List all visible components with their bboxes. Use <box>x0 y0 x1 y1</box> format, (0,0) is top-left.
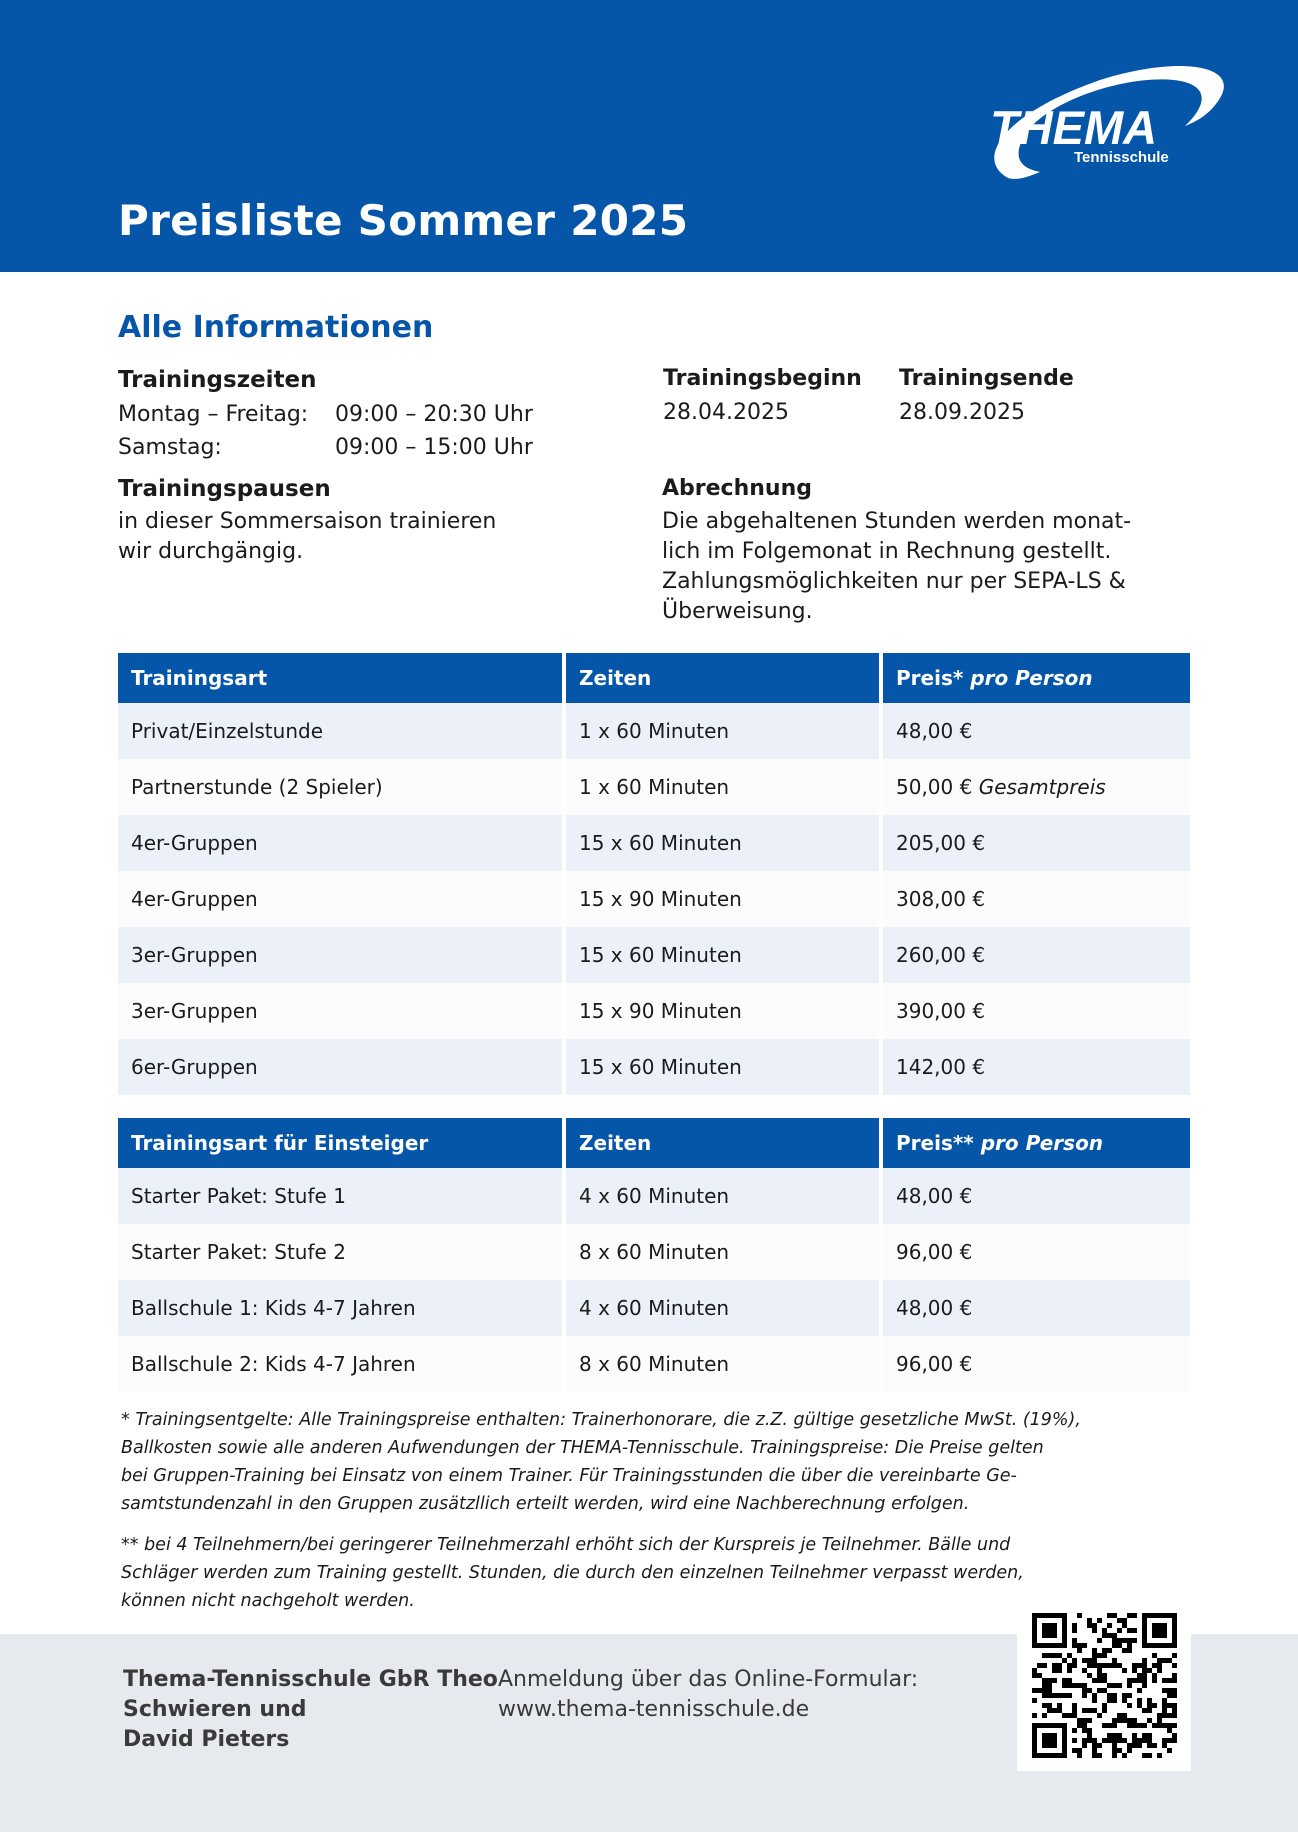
cell-zeit: 15 x 90 Minuten <box>566 871 879 927</box>
cell-zeit: 4 x 60 Minuten <box>566 1168 879 1224</box>
trainingsbeginn-heading: Trainingsbeginn <box>663 366 862 391</box>
cell-zeit: 15 x 60 Minuten <box>566 927 879 983</box>
table-row <box>118 1168 1190 1224</box>
cell-zeit: 8 x 60 Minuten <box>566 1336 879 1392</box>
cell-art: 4er-Gruppen <box>118 871 562 927</box>
abrechnung-line-1: Die abgehaltenen Stunden werden monat- <box>662 509 1132 534</box>
signup-url[interactable]: www.thema-tennisschule.de <box>498 1697 810 1722</box>
cell-art: 3er-Gruppen <box>118 983 562 1039</box>
trainingsende-heading: Trainingsende <box>899 366 1074 391</box>
table-row <box>118 871 1190 927</box>
header-preis <box>883 653 1190 703</box>
cell-art: Privat/Einzelstunde <box>118 703 562 759</box>
cell-preis: 142,00 € <box>883 1039 1190 1095</box>
signup-info <box>498 1665 918 1725</box>
header-preis-label: Preis** <box>896 1131 974 1155</box>
header-preis-unit: pro Person <box>980 1131 1104 1155</box>
table-row <box>118 815 1190 871</box>
page-title: Preisliste Sommer 2025 <box>118 196 689 245</box>
header-preis-unit: pro Person <box>970 666 1093 690</box>
table-row <box>118 983 1190 1039</box>
cell-art: 4er-Gruppen <box>118 815 562 871</box>
saturday-label: Samstag: <box>118 435 222 460</box>
trainingspausen-heading: Trainingspausen <box>118 476 331 502</box>
table-row <box>118 1280 1190 1336</box>
cell-preis-note: Gesamtpreis <box>978 775 1106 799</box>
header-trainingsart: Trainingsart <box>118 653 562 703</box>
trainingszeiten-heading: Trainingszeiten <box>118 367 317 393</box>
table-header-row <box>118 653 1190 703</box>
cell-zeit: 1 x 60 Minuten <box>566 703 879 759</box>
footnote-line: bei Gruppen-Training bei Einsatz von einem Trainer. Für Trainingsstunden die über die vereinbarte Ge- <box>121 1466 1017 1486</box>
abrechnung-heading: Abrechnung <box>662 476 812 501</box>
abrechnung-line-3: Zahlungsmöglichkeiten nur per SEPA-LS & <box>662 569 1126 594</box>
cell-preis: 48,00 € <box>883 703 1190 759</box>
footnote-line: können nicht nachgeholt werden. <box>121 1591 415 1611</box>
cell-art: Ballschule 1: Kids 4-7 Jahren <box>118 1280 562 1336</box>
cell-zeit: 15 x 90 Minuten <box>566 983 879 1039</box>
company-line: Thema-Tennisschule GbR Theo <box>123 1667 498 1692</box>
cell-zeit: 15 x 60 Minuten <box>566 815 879 871</box>
abrechnung-line-2: lich im Folgemonat in Rechnung gestellt. <box>662 539 1112 564</box>
cell-preis: 96,00 € <box>883 1224 1190 1280</box>
table-header-row <box>118 1118 1190 1168</box>
footnote-line: Ballkosten sowie alle anderen Aufwendungen der THEMA-Tennisschule. Trainingspreise: Die Preise gelten <box>121 1438 1044 1458</box>
cell-preis: 205,00 € <box>883 815 1190 871</box>
header-trainingsart-einsteiger: Trainingsart für Einsteiger <box>118 1118 562 1168</box>
section-title: Alle Informationen <box>118 310 434 345</box>
page-header <box>0 0 1298 272</box>
header-preis-label: Preis* <box>896 666 964 690</box>
signup-text: Anmeldung über das Online-Formular: <box>498 1667 919 1692</box>
trainingsbeginn-date: 28.04.2025 <box>663 400 789 425</box>
table-row <box>118 1039 1190 1095</box>
company-line: David Pieters <box>123 1727 290 1752</box>
table-row <box>118 759 1190 815</box>
cell-art: Ballschule 2: Kids 4-7 Jahren <box>118 1336 562 1392</box>
table-row <box>118 927 1190 983</box>
thema-logo <box>980 60 1230 200</box>
company-info <box>123 1665 503 1755</box>
table-row <box>118 1224 1190 1280</box>
header-zeiten: Zeiten <box>566 653 879 703</box>
weekday-time: 09:00 – 20:30 Uhr <box>335 402 533 427</box>
cell-preis-value: 50,00 € <box>896 775 973 799</box>
pausen-line-1: in dieser Sommersaison trainieren <box>118 509 497 534</box>
trainingsende-date: 28.09.2025 <box>899 400 1025 425</box>
header-preis <box>883 1118 1190 1168</box>
cell-zeit: 1 x 60 Minuten <box>566 759 879 815</box>
svg-text:Tennisschule: Tennisschule <box>1074 149 1169 166</box>
cell-preis: 96,00 € <box>883 1336 1190 1392</box>
footnote-line: * Trainingsentgelte: Alle Trainingspreise enthalten: Trainerhonorare, die z.Z. gültige gesetzliche MwSt. (19%), <box>121 1410 1081 1430</box>
qr-code[interactable] <box>1017 1601 1191 1771</box>
header-zeiten: Zeiten <box>566 1118 879 1168</box>
company-line: Schwieren und <box>123 1697 307 1722</box>
cell-preis: 308,00 € <box>883 871 1190 927</box>
cell-art: Partnerstunde (2 Spieler) <box>118 759 562 815</box>
footnote-line: Schläger werden zum Training gestellt. Stunden, die durch den einzelnen Teilnehmer verpasst werden, <box>121 1563 1024 1583</box>
footnote-line: ** bei 4 Teilnehmern/bei geringerer Teilnehmerzahl erhöht sich der Kurspreis je Teilnehmer. Bälle und <box>121 1535 1011 1555</box>
cell-preis: 260,00 € <box>883 927 1190 983</box>
cell-zeit: 8 x 60 Minuten <box>566 1224 879 1280</box>
cell-art: Starter Paket: Stufe 2 <box>118 1224 562 1280</box>
svg-text:THEMA: THEMA <box>990 101 1158 154</box>
weekday-label: Montag – Freitag: <box>118 402 309 427</box>
pausen-line-2: wir durchgängig. <box>118 539 304 564</box>
cell-preis: 48,00 € <box>883 1168 1190 1224</box>
cell-zeit: 15 x 60 Minuten <box>566 1039 879 1095</box>
table-row <box>118 703 1190 759</box>
footnote-line: samtstundenzahl in den Gruppen zusätzllich erteilt werden, wird eine Nachberechnung erfolgen. <box>121 1494 970 1514</box>
table-row <box>118 1336 1190 1392</box>
qr-code-icon <box>1017 1601 1191 1771</box>
cell-preis: 390,00 € <box>883 983 1190 1039</box>
footnote-groups <box>121 1531 1121 1615</box>
cell-art: 6er-Gruppen <box>118 1039 562 1095</box>
beginner-price-table <box>118 1118 1190 1392</box>
price-table <box>118 653 1190 1095</box>
cell-art: Starter Paket: Stufe 1 <box>118 1168 562 1224</box>
cell-preis: 48,00 € <box>883 1280 1190 1336</box>
cell-preis <box>883 759 1190 815</box>
saturday-time: 09:00 – 15:00 Uhr <box>335 435 533 460</box>
abrechnung-line-4: Überweisung. <box>662 599 813 624</box>
cell-zeit: 4 x 60 Minuten <box>566 1280 879 1336</box>
footnote-pricing <box>121 1406 1121 1518</box>
cell-art: 3er-Gruppen <box>118 927 562 983</box>
